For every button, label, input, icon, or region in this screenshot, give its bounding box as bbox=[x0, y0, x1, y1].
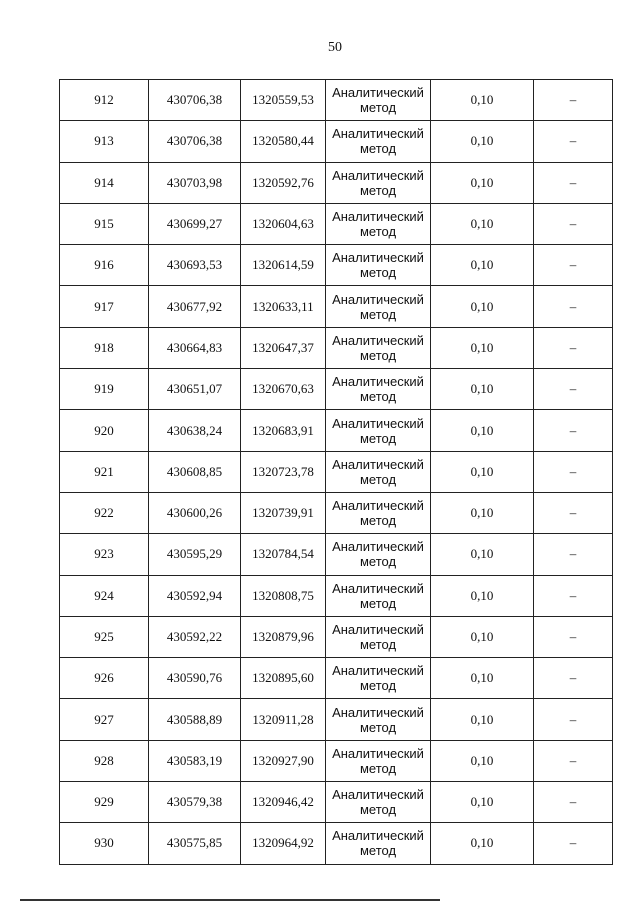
note-cell: – bbox=[534, 203, 613, 244]
method-cell bbox=[326, 616, 431, 657]
y-coordinate-cell: 1320911,28 bbox=[241, 699, 326, 740]
y-coordinate-cell: 1320683,91 bbox=[241, 410, 326, 451]
accuracy-cell: 0,10 bbox=[431, 534, 534, 575]
x-coordinate-cell: 430595,29 bbox=[149, 534, 241, 575]
method-line-1: Аналитический bbox=[332, 828, 424, 844]
point-number-cell: 919 bbox=[60, 369, 149, 410]
x-coordinate-cell: 430590,76 bbox=[149, 658, 241, 699]
method-line-2: метод bbox=[359, 141, 397, 157]
y-coordinate-cell: 1320647,37 bbox=[241, 327, 326, 368]
point-number-cell: 927 bbox=[60, 699, 149, 740]
accuracy-cell: 0,10 bbox=[431, 369, 534, 410]
y-coordinate-cell: 1320592,76 bbox=[241, 162, 326, 203]
method-line-1: Аналитический bbox=[332, 663, 424, 679]
accuracy-cell: 0,10 bbox=[431, 575, 534, 616]
point-number-cell: 923 bbox=[60, 534, 149, 575]
y-coordinate-cell: 1320559,53 bbox=[241, 80, 326, 121]
table-row bbox=[60, 80, 613, 121]
method-cell bbox=[326, 782, 431, 823]
table-row bbox=[60, 451, 613, 492]
x-coordinate-cell: 430583,19 bbox=[149, 740, 241, 781]
method-cell bbox=[326, 823, 431, 864]
table-row bbox=[60, 162, 613, 203]
method-line-2: метод bbox=[359, 347, 397, 363]
accuracy-cell: 0,10 bbox=[431, 616, 534, 657]
method-line-2: метод bbox=[359, 678, 397, 694]
x-coordinate-cell: 430703,98 bbox=[149, 162, 241, 203]
method-line-2: метод bbox=[359, 513, 397, 529]
method-line-1: Аналитический bbox=[332, 332, 424, 348]
table-row bbox=[60, 575, 613, 616]
method-line-2: метод bbox=[359, 802, 397, 818]
note-cell: – bbox=[534, 245, 613, 286]
table-row bbox=[60, 492, 613, 533]
method-line-1: Аналитический bbox=[332, 704, 424, 720]
y-coordinate-cell: 1320879,96 bbox=[241, 616, 326, 657]
method-cell bbox=[326, 162, 431, 203]
table-row bbox=[60, 203, 613, 244]
table-row bbox=[60, 782, 613, 823]
method-line-2: метод bbox=[359, 389, 397, 405]
note-cell: – bbox=[534, 823, 613, 864]
y-coordinate-cell: 1320670,63 bbox=[241, 369, 326, 410]
method-cell bbox=[326, 451, 431, 492]
note-cell: – bbox=[534, 740, 613, 781]
method-line-2: метод bbox=[359, 306, 397, 322]
note-cell: – bbox=[534, 369, 613, 410]
method-cell bbox=[326, 658, 431, 699]
accuracy-cell: 0,10 bbox=[431, 658, 534, 699]
x-coordinate-cell: 430706,38 bbox=[149, 80, 241, 121]
method-line-1: Аналитический bbox=[332, 580, 424, 596]
method-line-1: Аналитический bbox=[332, 126, 424, 142]
method-line-1: Аналитический bbox=[332, 787, 424, 803]
point-number-cell: 925 bbox=[60, 616, 149, 657]
method-cell bbox=[326, 492, 431, 533]
note-cell: – bbox=[534, 162, 613, 203]
point-number-cell: 929 bbox=[60, 782, 149, 823]
point-number-cell: 920 bbox=[60, 410, 149, 451]
note-cell: – bbox=[534, 616, 613, 657]
method-cell bbox=[326, 203, 431, 244]
method-cell bbox=[326, 80, 431, 121]
method-line-2: метод bbox=[359, 719, 397, 735]
method-line-1: Аналитический bbox=[332, 85, 424, 101]
y-coordinate-cell: 1320580,44 bbox=[241, 121, 326, 162]
method-cell bbox=[326, 575, 431, 616]
method-line-1: Аналитический bbox=[332, 374, 424, 390]
accuracy-cell: 0,10 bbox=[431, 327, 534, 368]
x-coordinate-cell: 430638,24 bbox=[149, 410, 241, 451]
method-cell bbox=[326, 369, 431, 410]
point-number-cell: 914 bbox=[60, 162, 149, 203]
method-line-2: метод bbox=[359, 760, 397, 776]
accuracy-cell: 0,10 bbox=[431, 492, 534, 533]
x-coordinate-cell: 430693,53 bbox=[149, 245, 241, 286]
page-number: 50 bbox=[328, 40, 342, 55]
y-coordinate-cell: 1320723,78 bbox=[241, 451, 326, 492]
method-line-1: Аналитический bbox=[332, 539, 424, 555]
scan-border-line bbox=[20, 899, 440, 901]
coordinates-table bbox=[59, 79, 613, 865]
x-coordinate-cell: 430588,89 bbox=[149, 699, 241, 740]
note-cell: – bbox=[534, 451, 613, 492]
method-cell bbox=[326, 534, 431, 575]
point-number-cell: 917 bbox=[60, 286, 149, 327]
table-row bbox=[60, 410, 613, 451]
method-line-1: Аналитический bbox=[332, 622, 424, 637]
x-coordinate-cell: 430592,94 bbox=[149, 575, 241, 616]
note-cell: – bbox=[534, 327, 613, 368]
table-row bbox=[60, 327, 613, 368]
table-row bbox=[60, 286, 613, 327]
point-number-cell: 915 bbox=[60, 203, 149, 244]
table-row bbox=[60, 823, 613, 864]
method-line-1: Аналитический bbox=[332, 250, 424, 266]
point-number-cell: 913 bbox=[60, 121, 149, 162]
table-row bbox=[60, 740, 613, 781]
accuracy-cell: 0,10 bbox=[431, 245, 534, 286]
method-line-2: метод bbox=[359, 554, 397, 570]
method-line-2: метод bbox=[359, 224, 397, 240]
table-row bbox=[60, 616, 613, 657]
point-number-cell: 922 bbox=[60, 492, 149, 533]
point-number-cell: 928 bbox=[60, 740, 149, 781]
accuracy-cell: 0,10 bbox=[431, 410, 534, 451]
method-cell bbox=[326, 410, 431, 451]
point-number-cell: 924 bbox=[60, 575, 149, 616]
accuracy-cell: 0,10 bbox=[431, 699, 534, 740]
table-body bbox=[60, 80, 613, 865]
accuracy-cell: 0,10 bbox=[431, 162, 534, 203]
y-coordinate-cell: 1320633,11 bbox=[241, 286, 326, 327]
table-row bbox=[60, 658, 613, 699]
x-coordinate-cell: 430677,92 bbox=[149, 286, 241, 327]
method-cell bbox=[326, 740, 431, 781]
y-coordinate-cell: 1320739,91 bbox=[241, 492, 326, 533]
note-cell: – bbox=[534, 534, 613, 575]
table-row bbox=[60, 245, 613, 286]
method-line-2: метод bbox=[359, 595, 397, 611]
method-line-1: Аналитический bbox=[332, 167, 424, 183]
method-cell bbox=[326, 286, 431, 327]
method-line-1: Аналитический bbox=[332, 498, 424, 514]
note-cell: – bbox=[534, 658, 613, 699]
y-coordinate-cell: 1320784,54 bbox=[241, 534, 326, 575]
note-cell: – bbox=[534, 575, 613, 616]
x-coordinate-cell: 430600,26 bbox=[149, 492, 241, 533]
method-line-2: метод bbox=[359, 637, 397, 652]
accuracy-cell: 0,10 bbox=[431, 823, 534, 864]
y-coordinate-cell: 1320946,42 bbox=[241, 782, 326, 823]
y-coordinate-cell: 1320604,63 bbox=[241, 203, 326, 244]
note-cell: – bbox=[534, 80, 613, 121]
y-coordinate-cell: 1320808,75 bbox=[241, 575, 326, 616]
point-number-cell: 912 bbox=[60, 80, 149, 121]
note-cell: – bbox=[534, 699, 613, 740]
note-cell: – bbox=[534, 492, 613, 533]
point-number-cell: 930 bbox=[60, 823, 149, 864]
method-cell bbox=[326, 699, 431, 740]
accuracy-cell: 0,10 bbox=[431, 782, 534, 823]
method-line-2: метод bbox=[359, 100, 397, 116]
x-coordinate-cell: 430651,07 bbox=[149, 369, 241, 410]
y-coordinate-cell: 1320964,92 bbox=[241, 823, 326, 864]
method-line-1: Аналитический bbox=[332, 415, 424, 431]
accuracy-cell: 0,10 bbox=[431, 740, 534, 781]
method-line-1: Аналитический bbox=[332, 209, 424, 225]
note-cell: – bbox=[534, 410, 613, 451]
accuracy-cell: 0,10 bbox=[431, 203, 534, 244]
x-coordinate-cell: 430575,85 bbox=[149, 823, 241, 864]
point-number-cell: 921 bbox=[60, 451, 149, 492]
method-line-1: Аналитический bbox=[332, 745, 424, 761]
point-number-cell: 918 bbox=[60, 327, 149, 368]
note-cell: – bbox=[534, 782, 613, 823]
note-cell: – bbox=[534, 286, 613, 327]
method-line-2: метод bbox=[359, 182, 397, 198]
method-line-2: метод bbox=[359, 471, 397, 487]
accuracy-cell: 0,10 bbox=[431, 121, 534, 162]
method-line-2: метод bbox=[359, 843, 397, 859]
method-line-2: метод bbox=[359, 430, 397, 446]
y-coordinate-cell: 1320895,60 bbox=[241, 658, 326, 699]
method-cell bbox=[326, 121, 431, 162]
table-row bbox=[60, 699, 613, 740]
y-coordinate-cell: 1320614,59 bbox=[241, 245, 326, 286]
method-line-1: Аналитический bbox=[332, 456, 424, 472]
point-number-cell: 916 bbox=[60, 245, 149, 286]
method-cell bbox=[326, 245, 431, 286]
method-cell bbox=[326, 327, 431, 368]
x-coordinate-cell: 430706,38 bbox=[149, 121, 241, 162]
x-coordinate-cell: 430664,83 bbox=[149, 327, 241, 368]
accuracy-cell: 0,10 bbox=[431, 451, 534, 492]
method-line-2: метод bbox=[359, 265, 397, 281]
x-coordinate-cell: 430592,22 bbox=[149, 616, 241, 657]
x-coordinate-cell: 430608,85 bbox=[149, 451, 241, 492]
x-coordinate-cell: 430699,27 bbox=[149, 203, 241, 244]
table-row bbox=[60, 369, 613, 410]
accuracy-cell: 0,10 bbox=[431, 80, 534, 121]
accuracy-cell: 0,10 bbox=[431, 286, 534, 327]
table-row bbox=[60, 121, 613, 162]
point-number-cell: 926 bbox=[60, 658, 149, 699]
table-row bbox=[60, 534, 613, 575]
method-line-1: Аналитический bbox=[332, 291, 424, 307]
x-coordinate-cell: 430579,38 bbox=[149, 782, 241, 823]
y-coordinate-cell: 1320927,90 bbox=[241, 740, 326, 781]
note-cell: – bbox=[534, 121, 613, 162]
